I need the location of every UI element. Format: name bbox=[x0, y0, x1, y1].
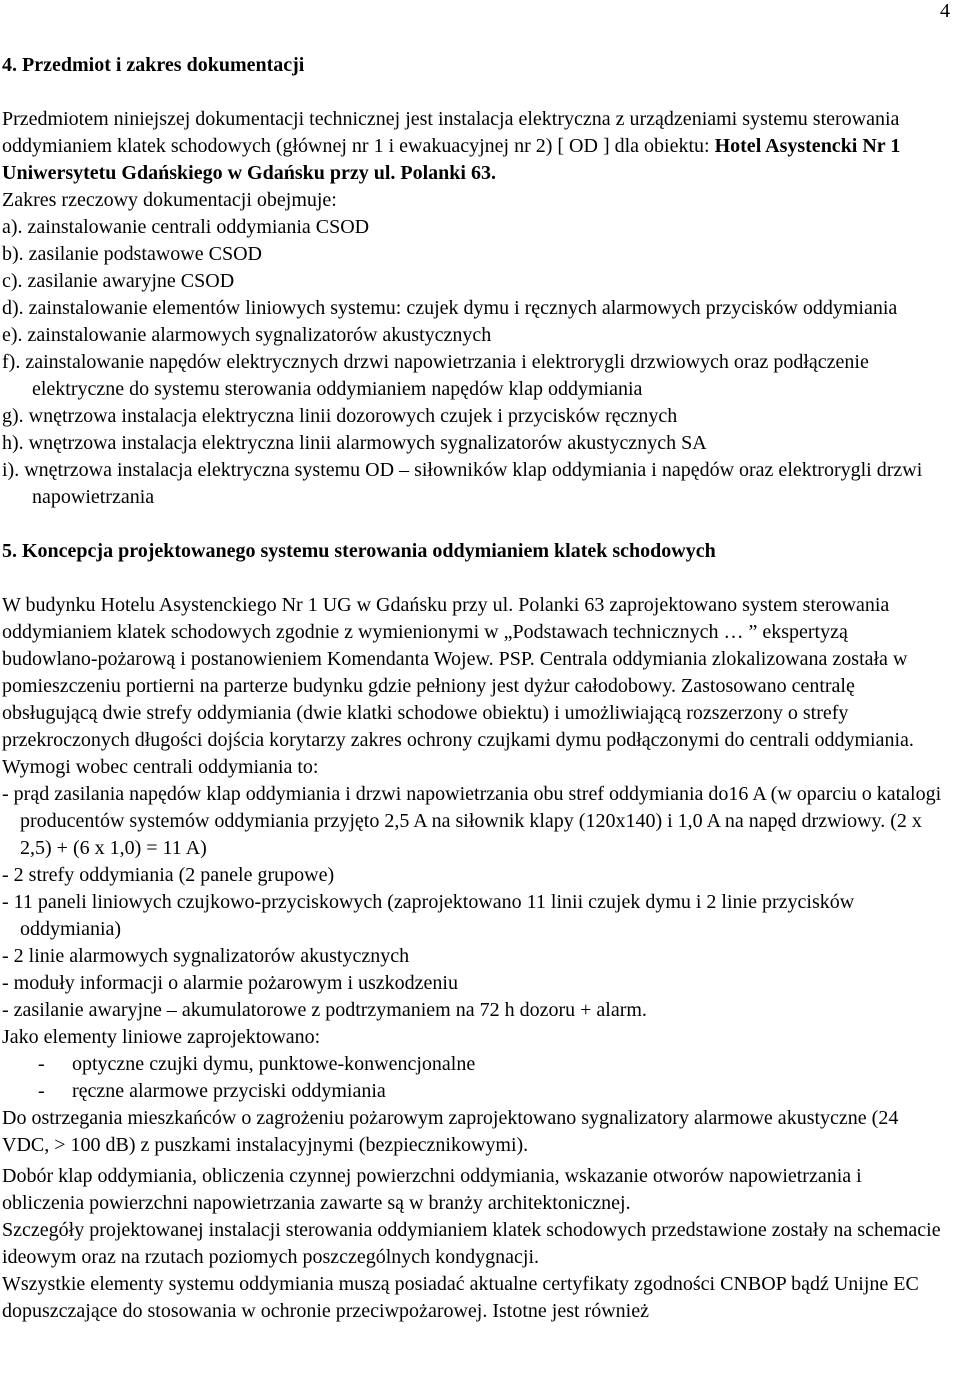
list-item: - moduły informacji o alarmie pożarowym i uszkodzeniu bbox=[2, 972, 458, 994]
list-item: - 2 strefy oddymiania (2 panele grupowe) bbox=[2, 864, 335, 886]
list-item: g). wnętrzowa instalacja elektryczna linii dozorowych czujek i przycisków ręcznych bbox=[2, 405, 678, 427]
dash-bullet: - bbox=[38, 1080, 45, 1102]
dash-bullet: - bbox=[38, 1053, 45, 1075]
certificates-paragraph: Wszystkie elementy systemu oddymiania muszą posiadać aktualne certyfikaty zgodności CNBOP bądź Unijne EC dopuszczające do stosowania w ochronie przeciwpożarowej. Istotne jest również bbox=[2, 1273, 919, 1322]
elements-intro: Jako elementy liniowe zaprojektowano: bbox=[2, 1026, 321, 1048]
list-item bbox=[2, 1051, 947, 1078]
scope-intro: Zakres rzeczowy dokumentacji obejmuje: bbox=[2, 189, 337, 211]
list-item: f). zainstalowanie napędów elektrycznych drzwi napowietrzania i elektrorygli drzwiowych oraz podłączenie elektryczne do systemu sterowania oddymianiem napędów klap oddymiania bbox=[2, 351, 869, 400]
section-4-intro bbox=[2, 106, 947, 187]
details-paragraph: Szczegóły projektowanej instalacji sterowania oddymianiem klatek schodowych przedstawione zostały na schemacie ideowym oraz na rzutach poziomych poszczególnych kondygnacji. bbox=[2, 1219, 941, 1268]
alarm-paragraph: Do ostrzegania mieszkańców o zagrożeniu pożarowym zaprojektowano sygnalizatory alarmowe akustyczne (24 VDC, > 100 dB) z puszkami instalacyjnymi (bezpiecznikowymi). bbox=[2, 1107, 899, 1156]
section-4-heading: 4. Przedmiot i zakres dokumentacji bbox=[2, 54, 305, 76]
section-5-heading: 5. Koncepcja projektowanego systemu sterowania oddymianiem klatek schodowych bbox=[2, 540, 716, 562]
concept-paragraph: W budynku Hotelu Asystenckiego Nr 1 UG w Gdańsku przy ul. Polanki 63 zaprojektowano system sterowania oddymianiem klatek schodowych zgodnie z wymienionymi w „Podstawach technicznych … ” ekspertyzą budowlano-pożarową i postanowieniem Komendanta Wojew. PSP. Centrala oddymiania zlokalizowana została w pomieszczeniu portierni na parterze budynku gdzie pełniony jest dyżur całodobowy. Zastosowano centralę obsługującą dwie strefy oddymiania (dwie klatki schodowe obiektu) i umożliwiającą rozszerzony o strefy przekroczonych długości dojścia korytarzy zakres ochrony czujkami dymu podłączonymi do centrali oddymiania. Wymogi wobec centrali oddymiania to: bbox=[2, 594, 914, 778]
list-item: a). zainstalowanie centrali oddymiania CSOD bbox=[2, 216, 370, 238]
element-text: ręczne alarmowe przyciski oddymiania bbox=[72, 1080, 386, 1102]
elements-list bbox=[2, 1051, 947, 1105]
list-item: d). zainstalowanie elementów liniowych systemu: czujek dymu i ręcznych alarmowych przycisków oddymiania bbox=[2, 297, 898, 319]
page-number: 4 bbox=[940, 0, 950, 22]
flaps-paragraph: Dobór klap oddymiania, obliczenia czynnej powierzchni oddymiania, wskazanie otworów napowietrzania i obliczenia powierzchni napowietrzania zawarte są w branży architektonicznej. bbox=[2, 1165, 862, 1214]
list-item bbox=[2, 1078, 947, 1105]
object-name: Hotel Asystencki Nr 1 Uniwersytetu Gdańskiego w Gdańsku przy ul. Polanki 63. bbox=[2, 135, 901, 184]
list-item: - 2 linie alarmowych sygnalizatorów akustycznych bbox=[2, 945, 410, 967]
scope-list bbox=[2, 214, 947, 511]
list-item: - 11 paneli liniowych czujkowo-przyciskowych (zaprojektowano 11 linii czujek dymu i 2 linie przycisków oddymiania) bbox=[2, 891, 855, 940]
requirements-list bbox=[2, 781, 947, 1024]
list-item: b). zasilanie podstawowe CSOD bbox=[2, 243, 262, 265]
list-item: h). wnętrzowa instalacja elektryczna linii alarmowych sygnalizatorów akustycznych SA bbox=[2, 432, 707, 454]
list-item: - prąd zasilania napędów klap oddymiania i drzwi napowietrzania obu stref oddymiania do16 A (w oparciu o katalogi producentów systemów oddymiania przyjęto 2,5 A na siłownik klapy (120x140) i 1,0 A na napęd drzwiowy. (2 x 2,5) + (6 x 1,0) = 11 A) bbox=[2, 783, 942, 859]
intro-text: Przedmiotem niniejszej dokumentacji technicznej jest instalacja elektryczna z urządzeniami systemu sterowania oddymianiem klatek schodowych (głównej nr 1 i ewakuacyjnej nr 2) [ OD ] dla obiektu: bbox=[2, 108, 900, 157]
element-text: optyczne czujki dymu, punktowe-konwencjonalne bbox=[72, 1053, 476, 1075]
document-body bbox=[2, 52, 947, 1325]
list-item: c). zasilanie awaryjne CSOD bbox=[2, 270, 235, 292]
list-item: i). wnętrzowa instalacja elektryczna systemu OD – siłowników klap oddymiania i napędów oraz elektrorygli drzwi napowietrzania bbox=[2, 459, 923, 508]
list-item: - zasilanie awaryjne – akumulatorowe z podtrzymaniem na 72 h dozoru + alarm. bbox=[2, 999, 647, 1021]
list-item: e). zainstalowanie alarmowych sygnalizatorów akustycznych bbox=[2, 324, 492, 346]
